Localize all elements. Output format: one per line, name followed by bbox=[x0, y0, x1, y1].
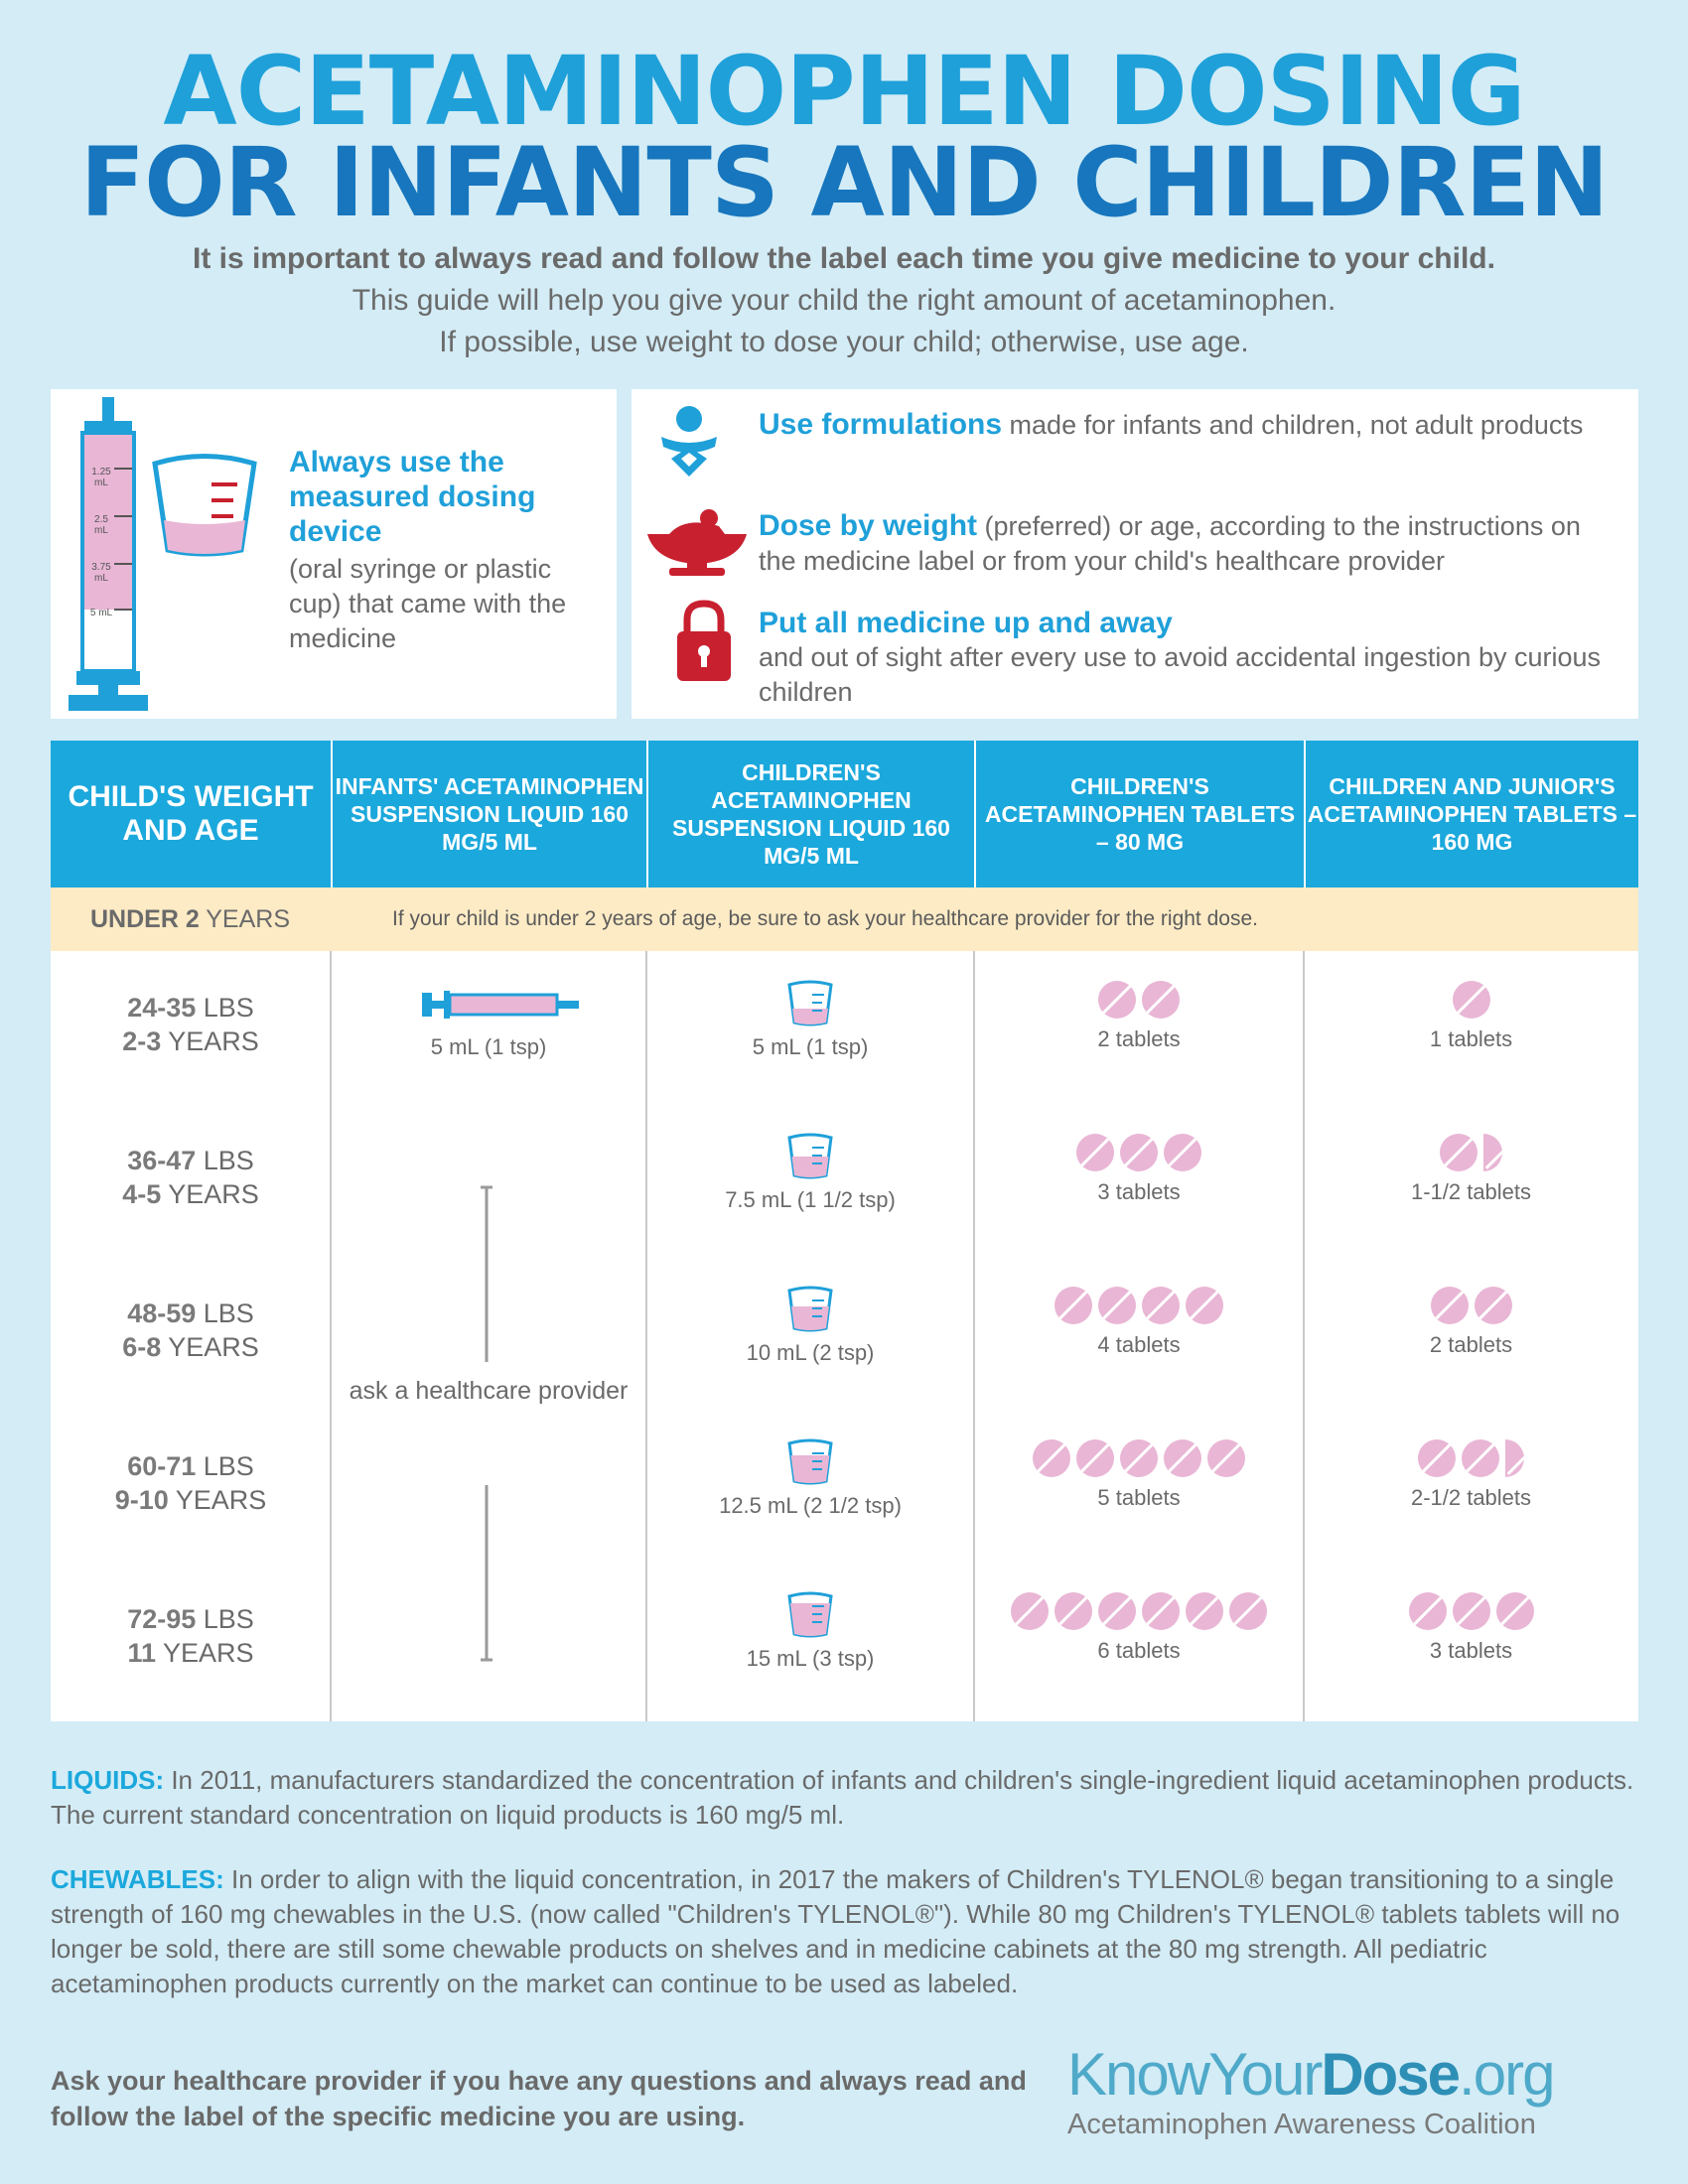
tablet-group bbox=[974, 1592, 1304, 1630]
infant-syringe-icon bbox=[422, 987, 581, 1023]
chewables-note bbox=[51, 1862, 1639, 2001]
tablets-160-dose: 1-1/2 tablets bbox=[1410, 1179, 1532, 1204]
syringe-mark-3: 3.75 mL bbox=[91, 562, 111, 584]
infants-dose-row1: 5 mL (1 tsp) bbox=[430, 1034, 547, 1059]
chewables-label: CHEWABLES: bbox=[51, 1864, 224, 1894]
children-liquid-dose: 10 mL (2 tsp) bbox=[746, 1340, 875, 1365]
tip-dose-weight-text: (preferred) or age, according to the instructions on the medicine label or from your child's healthcare provider bbox=[759, 511, 1581, 576]
chewables-text: In order to align with the liquid concentration, in 2017 the makers of Children's TYLENOL® began transitioning to a single strength of 160 mg chewables in the U.S. (now called "Children's TYLENOL®"). While 80 mg Children's TYLENOL® tablets tablets will no longer be sold, there are still some chewable products on shelves and in medicine cabinets at the 80 mg strength. All pediatric acetaminophen products currently on the market can continue to be used as labeled. bbox=[51, 1864, 1620, 1998]
bracket-line bbox=[477, 1185, 496, 1662]
tablets-160-dose: 2-1/2 tablets bbox=[1410, 1485, 1532, 1510]
tablet-icon bbox=[1076, 1134, 1114, 1171]
knowyourdose-logo[interactable] bbox=[1067, 2041, 1584, 2141]
tablet-icon bbox=[1186, 1592, 1223, 1630]
tablet-icon bbox=[1496, 1592, 1534, 1630]
tablet-icon bbox=[1186, 1287, 1223, 1324]
under2-label: UNDER 2 YEARS bbox=[90, 905, 290, 933]
tablet-icon bbox=[1098, 1592, 1136, 1630]
header-children-liquid: CHILDREN'S ACETAMINOPHEN SUSPENSION LIQUID 160 MG/5 ML bbox=[646, 741, 974, 887]
tablets-80-dose: 4 tablets bbox=[1097, 1332, 1181, 1357]
half-tablet-icon bbox=[1505, 1439, 1524, 1477]
logo-coalition: Acetaminophen Awareness Coalition bbox=[1067, 2109, 1536, 2140]
tablet-icon bbox=[1120, 1134, 1158, 1171]
header-weight-age: CHILD'S WEIGHT AND AGE bbox=[68, 780, 314, 847]
syringe-mark-2: 2.5 mL bbox=[94, 514, 108, 536]
tablets-160-dose: 1 tablets bbox=[1429, 1026, 1513, 1051]
header-tablets-80: CHILDREN'S ACETAMINOPHEN TABLETS – 80 MG bbox=[974, 741, 1304, 887]
tablet-icon bbox=[1431, 1287, 1469, 1324]
liquids-label: LIQUIDS: bbox=[51, 1765, 165, 1795]
cup-icon bbox=[786, 1590, 834, 1638]
tip-up-away-text: and out of sight after every use to avoid accidental ingestion by curious children bbox=[759, 642, 1602, 707]
tablet-icon bbox=[1098, 981, 1136, 1019]
syringe-mark-4: 5 mL bbox=[89, 608, 113, 618]
tablet-icon bbox=[1229, 1592, 1267, 1630]
tablet-icon bbox=[1440, 1134, 1477, 1171]
tablets-160-dose: 3 tablets bbox=[1429, 1638, 1513, 1663]
measuring-cup-icon bbox=[150, 449, 259, 558]
dosing-table bbox=[51, 741, 1638, 1721]
row-weight-age-label: 72-95 LBS 11 YEARS bbox=[127, 1604, 254, 1668]
tablets-160-dose: 2 tablets bbox=[1429, 1332, 1513, 1357]
intro-line2: This guide will help you give your child the right amount of acetaminophen. bbox=[352, 284, 1336, 317]
tablet-group bbox=[1304, 1439, 1638, 1477]
syringe-mark-1: 1.25 mL bbox=[91, 467, 111, 488]
cup-icon bbox=[786, 1285, 834, 1332]
tablet-icon bbox=[1462, 1439, 1499, 1477]
tip-formulations-bold: Use formulations bbox=[759, 408, 1003, 441]
intro-bold: It is important to always read and follow the label each time you give medicine to your child. bbox=[193, 242, 1495, 275]
tablets-80-dose: 3 tablets bbox=[1097, 1179, 1181, 1204]
tip-formulations-text: made for infants and children, not adult products bbox=[1002, 410, 1584, 440]
row-weight-age-label: 24-35 LBS 2-3 YEARS bbox=[122, 993, 259, 1056]
baby-icon bbox=[649, 403, 729, 482]
tablet-icon bbox=[1098, 1287, 1136, 1324]
tablet-icon bbox=[1055, 1592, 1092, 1630]
children-liquid-dose: 15 mL (3 tsp) bbox=[746, 1646, 875, 1671]
children-liquid-dose: 7.5 mL (1 1/2 tsp) bbox=[725, 1187, 896, 1212]
tablet-group bbox=[1304, 1592, 1638, 1630]
tips-panel bbox=[632, 389, 1638, 719]
tip-dose-weight-bold: Dose by weight bbox=[759, 509, 978, 542]
scale-icon bbox=[645, 506, 749, 576]
page-title-line2: FOR INFANTS AND CHILDREN bbox=[79, 127, 1609, 238]
tablet-icon bbox=[1142, 1287, 1180, 1324]
tablet-group bbox=[974, 981, 1304, 1019]
intro-line3: If possible, use weight to dose your child; otherwise, use age. bbox=[439, 326, 1249, 358]
children-liquid-dose: 5 mL (1 tsp) bbox=[752, 1034, 869, 1059]
tablets-80-dose: 6 tablets bbox=[1097, 1638, 1181, 1663]
tablet-icon bbox=[1475, 1287, 1512, 1324]
table-header bbox=[51, 741, 1638, 887]
cup-icon bbox=[786, 1132, 834, 1179]
tablets-80-dose: 2 tablets bbox=[1097, 1026, 1181, 1051]
tablet-group bbox=[974, 1287, 1304, 1324]
tablet-group bbox=[1304, 1287, 1638, 1324]
tablet-icon bbox=[1418, 1439, 1456, 1477]
tablet-icon bbox=[1076, 1439, 1114, 1477]
tablet-group bbox=[974, 1439, 1304, 1477]
row-weight-age-label: 36-47 LBS 4-5 YEARS bbox=[122, 1146, 259, 1209]
liquids-text: In 2011, manufacturers standardized the concentration of infants and children's single-ingredient liquid acetaminophen products. The current standard concentration on liquid products is 160 mg/5 ml. bbox=[51, 1765, 1634, 1830]
tip-up-away bbox=[759, 606, 1613, 710]
tablets-80-dose: 5 tablets bbox=[1097, 1485, 1181, 1510]
logo-wordmark: KnowYourDose.org bbox=[1067, 2041, 1554, 2108]
under2-row bbox=[51, 887, 1638, 951]
tablet-group bbox=[1304, 981, 1638, 1019]
tablet-icon bbox=[1409, 1592, 1447, 1630]
tablet-icon bbox=[1453, 1592, 1490, 1630]
cup-icon bbox=[786, 979, 834, 1026]
tablet-icon bbox=[1033, 1439, 1070, 1477]
page-title-line1: ACETAMINOPHEN DOSING bbox=[163, 36, 1525, 147]
tablet-icon bbox=[1164, 1134, 1201, 1171]
lock-icon bbox=[673, 600, 735, 683]
column-divider bbox=[645, 951, 647, 1721]
liquids-note bbox=[51, 1763, 1639, 1833]
ask-provider-text: ask a healthcare provider bbox=[349, 1377, 629, 1405]
tablet-icon bbox=[1164, 1439, 1201, 1477]
dosing-device-panel bbox=[51, 389, 617, 719]
tablet-icon bbox=[1142, 1592, 1180, 1630]
tablet-icon bbox=[1055, 1287, 1092, 1324]
under2-message: If your child is under 2 years of age, be sure to ask your healthcare provider for the right dose. bbox=[392, 907, 1258, 930]
row-weight-age-label: 60-71 LBS 9-10 YEARS bbox=[114, 1451, 267, 1515]
header-tablets-160: CHILDREN AND JUNIOR'S ACETAMINOPHEN TABLETS – 160 MG bbox=[1304, 741, 1638, 887]
children-liquid-dose: 12.5 mL (2 1/2 tsp) bbox=[719, 1493, 902, 1518]
device-heading: Always use the measured dosing device bbox=[289, 446, 536, 548]
row-weight-age-label: 48-59 LBS 6-8 YEARS bbox=[122, 1298, 259, 1362]
tablet-group bbox=[974, 1134, 1304, 1171]
tablet-icon bbox=[1142, 981, 1180, 1019]
tip-up-away-bold: Put all medicine up and away bbox=[759, 607, 1173, 639]
device-subtext: (oral syringe or plastic cup) that came with the medicine bbox=[289, 554, 567, 653]
tablet-icon bbox=[1120, 1439, 1158, 1477]
tip-dose-weight bbox=[759, 508, 1613, 579]
tablet-icon bbox=[1207, 1439, 1245, 1477]
tip-formulations bbox=[759, 407, 1613, 443]
tablet-icon bbox=[1011, 1592, 1049, 1630]
tablet-group bbox=[1304, 1134, 1638, 1171]
cup-icon bbox=[786, 1437, 834, 1485]
header-infants-liquid: INFANTS' ACETAMINOPHEN SUSPENSION LIQUID 160 MG/5 ML bbox=[331, 741, 646, 887]
half-tablet-icon bbox=[1483, 1134, 1502, 1171]
oral-syringe-icon bbox=[69, 397, 148, 715]
tablet-icon bbox=[1453, 981, 1490, 1019]
footer-text: Ask your healthcare provider if you have any questions and always read and follow the label of the specific medicine you are using. bbox=[51, 2066, 1027, 2131]
